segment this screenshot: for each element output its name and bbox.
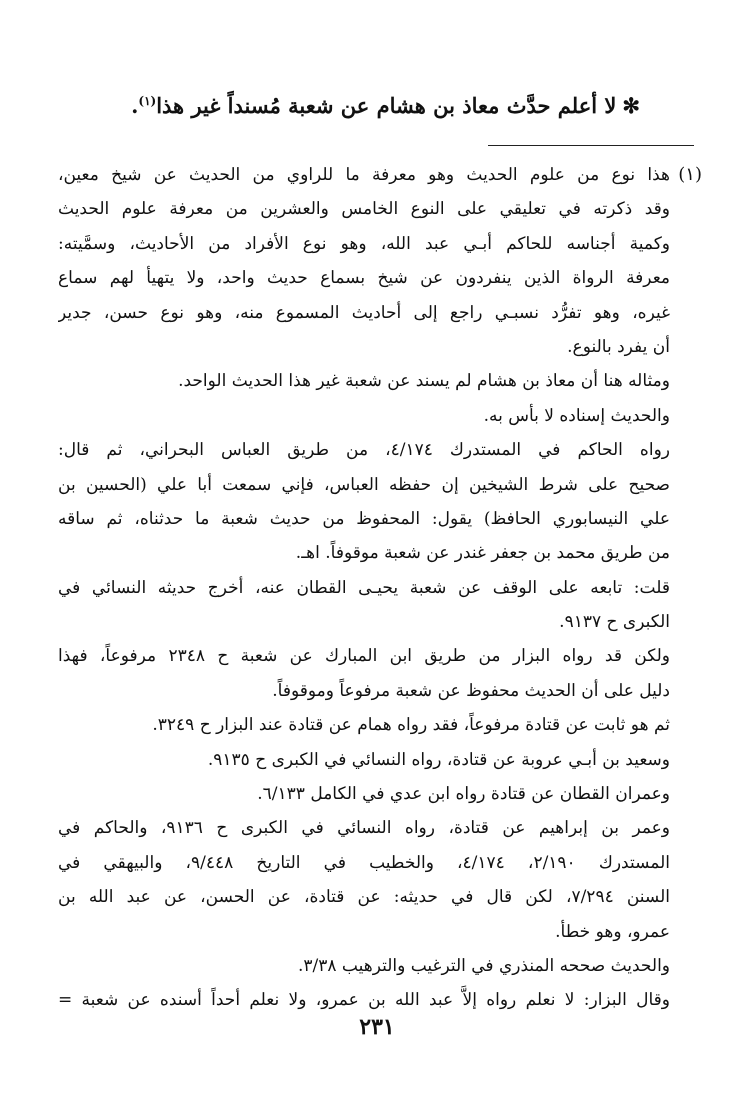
footnote-line: وسعيد بن أبـي عروبة عن قتادة، رواه النسائي في الكبرى ح ٩١٣٥. — [207, 749, 670, 770]
footnote-number: (١) — [678, 164, 702, 185]
main-text-line — [120, 86, 640, 121]
footnote-body — [58, 158, 670, 1018]
footnote-line: أن يفرد بالنوع. — [567, 336, 670, 357]
footnote-line: قلت: تابعه على الوقف عن شعبة يحيـى القطان عنه، أخرج حديثه النسائي في — [58, 577, 670, 598]
star-icon: ✻ — [622, 93, 640, 118]
footnote-line: ثم هو ثابت عن قتادة مرفوعاً، فقد رواه همام عن قتادة عند البزار ح ٣٢٤٩. — [152, 715, 670, 736]
footnote-line: ومثاله هنا أن معاذ بن هشام لم يسند عن شعبة غير هذا الحديث الواحد. — [178, 371, 670, 392]
main-text-end: . — [131, 93, 139, 118]
footnote-line: ولكن قد رواه البزار من طريق ابن المبارك عن شعبة ح ٢٣٤٨ مرفوعاً، فهذا — [58, 646, 670, 667]
footnote-line: المستدرك ٢/١٩٠، ٤/١٧٤، والخطيب في التاريخ ٩/٤٤٨، والبيهقي في — [58, 852, 670, 873]
footnote-line: وقال البزار: لا نعلم رواه إلاَّ عبد الله بن عمرو، ولا نعلم أحداً أسنده عن شعبة = — [58, 990, 670, 1011]
footnote-line: وقد ذكرته في تعليقي على النوع الخامس والعشرين من معرفة علوم الحديث — [58, 199, 670, 220]
footnote-line: صحيح على شرط الشيخين إن حفظه العباس، فإني سمعت أبا علي (الحسين بن — [58, 474, 670, 495]
footnote-line: والحديث إسناده لا بأس به. — [483, 405, 670, 426]
footnote-line: من طريق محمد بن جعفر غندر عن شعبة موقوفاً. اهـ. — [295, 543, 670, 564]
footnote-line: غيره، وهو تفرُّد نسبـي راجع إلى أحاديث المسموع منه، وهو نوع حسن، جدير — [58, 302, 670, 323]
main-text: لا أعلم حدَّث معاذ بن هشام عن شعبة مُسنداً غير هذا — [156, 93, 617, 118]
footnote-separator — [488, 145, 694, 146]
footnote-line: الكبرى ح ٩١٣٧. — [559, 612, 670, 633]
footnote-line: السنن ٧/٢٩٤، لكن قال في حديثه: عن قتادة، عن الحسن، عن عبد الله بن — [58, 887, 670, 908]
page-number: ٢٣١ — [359, 1014, 395, 1040]
footnote-line: وكمية أجناسه للحاكم أبـي عبد الله، وهو نوع الأفراد من الأحاديث، وسمَّيته: — [58, 233, 670, 254]
footnote-line: هذا نوع من علوم الحديث وهو معرفة ما للراوي من الحديث عن شيخ معين، — [58, 165, 670, 185]
footnote-line: رواه الحاكم في المستدرك ٤/١٧٤، من طريق العباس البحراني، ثم قال: — [58, 440, 670, 461]
footnote-line: والحديث صححه المنذري في الترغيب والترهيب ٣/٣٨. — [297, 955, 670, 976]
footnote-line: معرفة الرواة الذين ينفردون عن شيخ بسماع حديث واحد، ولا يتهيأ لهم سماع — [58, 268, 670, 289]
footnote-reference[interactable]: (١) — [138, 94, 157, 108]
footnote-line: علي النيسابوري الحافظ) يقول: المحفوظ من حديث شعبة ما حدثناه، ثم ساقه — [58, 508, 670, 529]
footnote-line: وعمران القطان عن قتادة رواه ابن عدي في الكامل ٦/١٣٣. — [257, 784, 670, 805]
footnote-line: وعمر بن إبراهيم عن قتادة، رواه النسائي في الكبرى ح ٩١٣٦، والحاكم في — [58, 818, 670, 839]
footnote-line: دليل على أن الحديث محفوظ عن شعبة مرفوعاً وموقوفاً. — [272, 680, 670, 701]
footnote-line: عمرو، وهو خطأ. — [555, 921, 670, 942]
